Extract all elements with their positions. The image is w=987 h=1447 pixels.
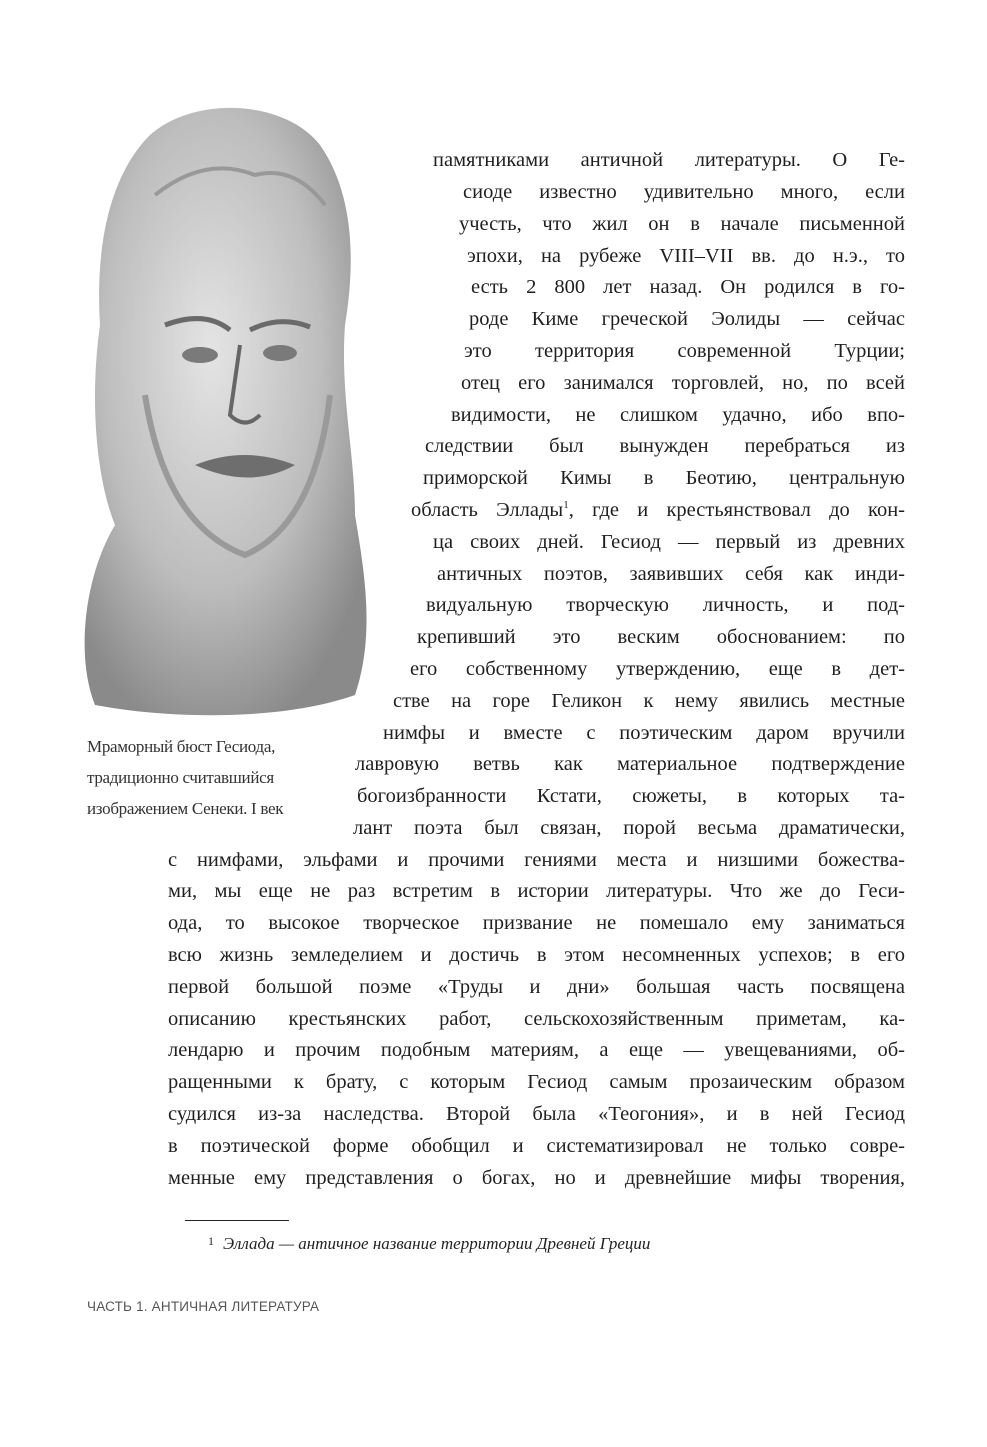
body-line: лендарю и прочим подобным материям, а еще — увещеваниями, об- xyxy=(168,1039,905,1061)
running-footer: ЧАСТЬ 1. АНТИЧНАЯ ЛИТЕРАТУРА xyxy=(87,1299,320,1314)
body-line: лант поэта был связан, порой весьма драматически, xyxy=(353,817,905,839)
body-line: отец его занимался торговлей, но, по всей xyxy=(461,372,905,394)
marble-bust-image xyxy=(55,95,385,725)
body-line: судился из-за наследства. Второй была «Теогония», и в ней Гесиод xyxy=(168,1103,905,1125)
image-caption-line: традиционно считавшийся xyxy=(87,768,274,787)
body-line: стве на горе Геликон к нему явились местные xyxy=(393,690,905,712)
image-caption-line: изображением Сенеки. I век xyxy=(87,799,284,818)
body-line: ращенными к брату, с которым Гесиод самым прозаическим образом xyxy=(168,1071,905,1093)
body-line: видуальную творческую личность, и под- xyxy=(426,594,905,616)
body-line: его собственному утверждению, еще в дет- xyxy=(410,658,905,680)
body-line: ца своих дней. Гесиод — первый из древних xyxy=(433,531,905,553)
body-line: крепивший это веским обоснованием: по xyxy=(417,626,905,648)
footnote-number: 1 xyxy=(208,1234,214,1248)
footnote-text: Эллада — античное название территории Древней Греции xyxy=(223,1234,651,1253)
footnote-ref[interactable]: 1 xyxy=(563,499,569,512)
body-line: с нимфами, эльфами и прочими гениями места и низшими божества- xyxy=(168,849,905,871)
body-line-text: область Эллады xyxy=(411,499,564,521)
footnote xyxy=(208,1234,650,1254)
body-line: видимости, не слишком удачно, ибо впо- xyxy=(451,404,905,426)
body-line: богоизбранности Кстати, сюжеты, в которых та- xyxy=(357,785,905,807)
footnote-divider xyxy=(185,1220,289,1221)
body-line: приморской Кимы в Беотию, центральную xyxy=(423,467,905,489)
body-line: нимфы и вместе с поэтическим даром вручили xyxy=(383,722,905,744)
image-caption-line: Мраморный бюст Гесиода, xyxy=(87,737,276,756)
body-line: сиоде известно удивительно много, если xyxy=(463,181,905,203)
body-line: учесть, что жил он в начале письменной xyxy=(459,213,905,235)
body-line xyxy=(411,495,905,525)
body-line: ми, мы еще не раз встретим в истории литературы. Что же до Геси- xyxy=(168,880,905,902)
body-line: следствии был вынужден перебраться из xyxy=(425,435,905,457)
body-line-text: , где и крестьянствовал до кон- xyxy=(568,499,905,521)
body-line: первой большой поэме «Труды и дни» большая часть посвящена xyxy=(168,976,905,998)
body-line: античных поэтов, заявивших себя как инди- xyxy=(437,563,905,585)
body-line: памятниками античной литературы. О Ге- xyxy=(433,149,905,171)
body-line: это территория современной Турции; xyxy=(464,340,905,362)
body-line: всю жизнь земледелием и достичь в этом несомненных успехов; в его xyxy=(168,944,905,966)
body-line: лавровую ветвь как материальное подтверждение xyxy=(355,753,905,775)
body-line: роде Киме греческой Эолиды — сейчас xyxy=(469,308,905,330)
body-line: в поэтической форме обобщил и систематизировал не только совре- xyxy=(168,1135,905,1157)
body-line: ода, то высокое творческое призвание не помешало ему заниматься xyxy=(168,912,905,934)
body-line: эпохи, на рубеже VIII–VII вв. до н.э., то xyxy=(467,245,905,267)
body-line: есть 2 800 лет назад. Он родился в го- xyxy=(471,276,905,298)
body-line: описанию крестьянских работ, сельскохозяйственным приметам, ка- xyxy=(168,1008,905,1030)
body-line: менные ему представления о богах, но и древнейшие мифы творения, xyxy=(168,1167,905,1189)
